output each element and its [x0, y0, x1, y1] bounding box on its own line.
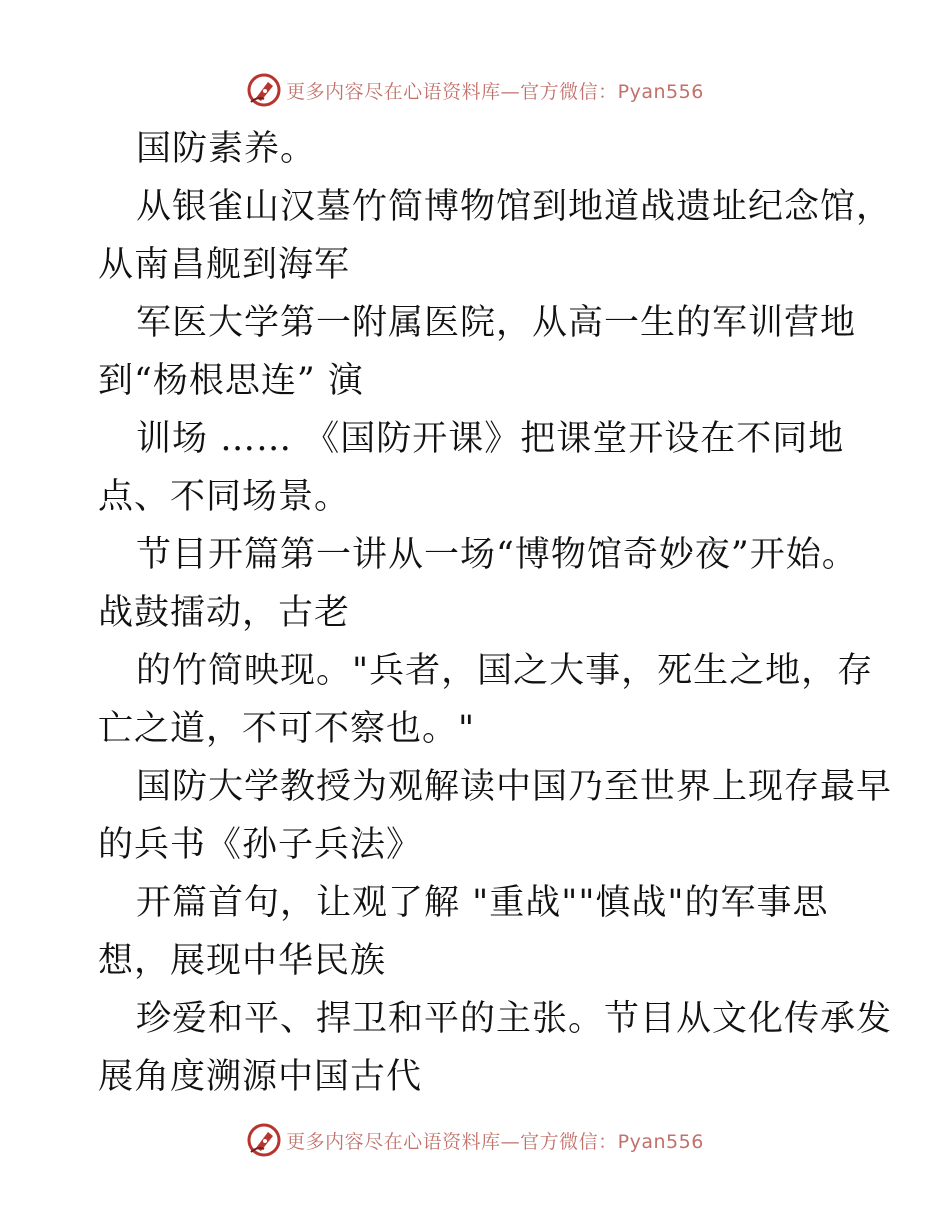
header-banner-main: 更多内容尽在心语资料库—: [286, 80, 521, 103]
body-line: 的竹简映现。"兵者，国之大事，死生之地，存: [136, 651, 874, 691]
document-body: [98, 120, 893, 1106]
footer-banner-contact: 官方微信：Pyan556: [520, 1130, 704, 1153]
body-line: 训场 …… 《国防开课》把课堂开设在不同地: [136, 419, 845, 459]
body-line: 国防素养。: [136, 129, 317, 169]
body-line: 开篇首句，让观了解 "重战""慎战"的军事思: [136, 883, 829, 923]
header-banner-text: [286, 77, 704, 104]
body-line: 节目开篇第一讲从一场“博物馆奇妙夜”开始。: [136, 535, 858, 575]
pen-nib-logo-icon: [246, 1122, 282, 1158]
header-banner-contact: 官方微信：Pyan556: [520, 80, 704, 103]
body-line: 的兵书《孙子兵法》: [98, 825, 423, 865]
body-line: 军医大学第一附属医院，从高一生的军训营地: [136, 303, 857, 343]
body-line: 想，展现中华民族: [98, 941, 387, 981]
body-line: 战鼓擂动，古老: [98, 593, 351, 633]
footer-banner-main: 更多内容尽在心语资料库—: [286, 1130, 521, 1153]
body-line: 点、不同场景。: [98, 477, 351, 517]
body-line: 从南昌舰到海军: [98, 245, 351, 285]
body-line: 到“杨根思连” 演: [98, 361, 364, 401]
body-line: 亡之道，不可不察也。": [98, 709, 476, 749]
footer-banner-text: [286, 1127, 704, 1154]
body-line: 国防大学教授为观解读中国乃至世界上现存最早: [136, 767, 893, 807]
footer-banner: [0, 1120, 950, 1160]
body-line: 展角度溯源中国古代: [98, 1057, 423, 1097]
pen-nib-logo-icon: [246, 72, 282, 108]
body-line: 从银雀山汉墓竹简博物馆到地道战遗址纪念馆，: [136, 187, 893, 227]
header-banner: [0, 70, 950, 110]
body-line: 珍爱和平、捍卫和平的主张。节目从文化传承发: [136, 999, 893, 1039]
